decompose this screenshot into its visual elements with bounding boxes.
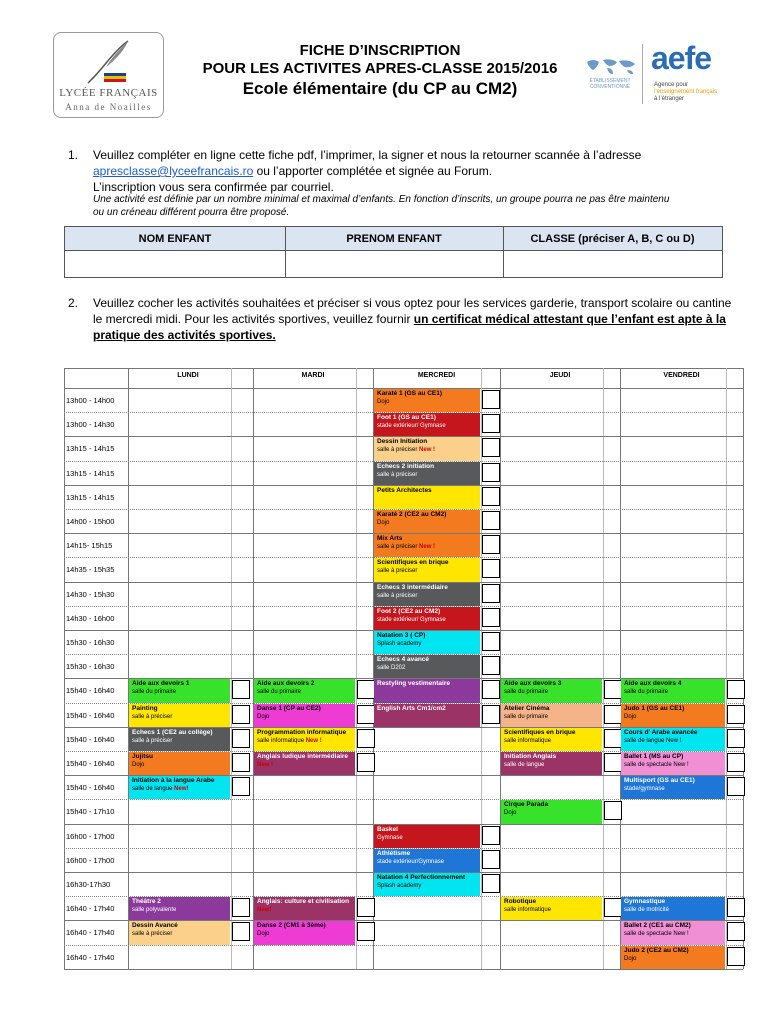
activity-cell xyxy=(254,921,355,944)
activity-checkbox[interactable] xyxy=(357,729,375,748)
header-classe: CLASSE (préciser A, B, C ou D) xyxy=(503,227,722,251)
time-slot: 15h40 - 16h40 xyxy=(66,710,115,720)
logo-name: LYCÉE FRANÇAIS xyxy=(59,87,158,99)
activity-cell xyxy=(501,704,602,727)
activity-schedule xyxy=(64,368,743,968)
activity-location: salle du primaire xyxy=(504,713,549,720)
activity-checkbox[interactable] xyxy=(482,632,500,651)
activity-location: salle du primaire xyxy=(132,689,177,696)
activity-name: Baskel xyxy=(377,825,398,833)
school-logo xyxy=(53,32,164,118)
activity-cell xyxy=(374,558,480,581)
activity-name: Scientifiques en brique xyxy=(504,728,576,736)
activity-name: Painting xyxy=(132,704,158,712)
time-slot: 16h30-17h30 xyxy=(66,880,111,889)
activity-cell xyxy=(374,413,480,436)
activity-cell xyxy=(129,728,230,751)
activity-location: Gymnase xyxy=(377,834,403,841)
activity-cell xyxy=(374,389,480,412)
schedule-column-divider xyxy=(64,368,65,969)
activity-name: Judo 2 (CE2 au CM2) xyxy=(624,946,689,954)
student-info-table xyxy=(64,226,723,278)
activity-name: Aide aux devoirs 2 xyxy=(257,680,315,688)
activity-name: Foot 2 (CE2 au CM2) xyxy=(377,607,441,615)
activity-cell xyxy=(129,776,230,799)
activity-location: salle de langue New ! xyxy=(624,737,682,744)
time-slot: 15h40 - 16h40 xyxy=(66,686,115,696)
logo-subtitle: Anna de Noailles xyxy=(65,102,152,112)
activity-location xyxy=(257,906,352,914)
activity-cell xyxy=(374,679,480,702)
day-header-mercredi: MERCREDI xyxy=(417,372,456,379)
activity-cell xyxy=(374,607,480,630)
header-nom: NOM ENFANT xyxy=(65,227,285,251)
time-slot: 13h00 - 14h30 xyxy=(66,420,115,430)
activity-cell xyxy=(374,825,480,848)
time-slot: 14h00 - 15h00 xyxy=(66,517,115,526)
activity-checkbox[interactable] xyxy=(727,947,745,966)
activity-location: salle à préciser xyxy=(377,568,418,575)
step2-line3: pratique des activités sportives. xyxy=(93,328,276,342)
activity-cell xyxy=(374,873,480,896)
activity-name: Gymnastique xyxy=(624,898,666,906)
activity-name: Danse 1 (CP au CE2) xyxy=(257,704,321,712)
activity-checkbox[interactable] xyxy=(232,680,250,699)
day-header-jeudi: JEUDI xyxy=(549,372,571,379)
activity-checkbox[interactable] xyxy=(604,801,622,820)
activity-name: Initiation Anglais xyxy=(504,753,557,760)
time-slot: 13h15 - 14h15 xyxy=(66,492,115,502)
activity-cell xyxy=(254,679,355,702)
activity-cell xyxy=(129,679,230,702)
activity-location: salle à préciser xyxy=(132,713,173,720)
activity-cell xyxy=(254,704,355,727)
activity-location: salle à préciser New ! xyxy=(377,544,436,551)
activity-location: salle à préciser xyxy=(132,931,173,938)
activity-name: Théâtre 2 xyxy=(132,898,161,906)
activity-checkbox[interactable] xyxy=(604,680,622,699)
activity-checkbox[interactable] xyxy=(232,898,250,917)
activity-location: stade extérieur/ Gymnase xyxy=(377,423,446,430)
activity-location: salle de langue xyxy=(504,762,545,768)
activity-name: Anglais: culture et civilisation xyxy=(257,898,350,906)
activity-cell xyxy=(374,437,480,460)
checkbox-column-divider xyxy=(726,368,727,969)
activity-checkbox[interactable] xyxy=(482,850,500,869)
activity-checkbox[interactable] xyxy=(727,898,745,917)
new-badge: New ! xyxy=(304,737,322,744)
activity-checkbox[interactable] xyxy=(482,680,500,699)
time-slot: 16h00 - 17h00 xyxy=(66,855,115,865)
activity-cell xyxy=(621,897,725,920)
new-badge: New ! xyxy=(417,544,436,551)
activity-name: English Arts Cm1/cm2 xyxy=(377,704,446,712)
time-slot: 13h15 - 14h15 xyxy=(66,468,115,478)
activity-checkbox[interactable] xyxy=(727,777,745,796)
activity-cell xyxy=(621,679,725,702)
activity-location: salle de motricité xyxy=(624,907,670,914)
activity-cell xyxy=(374,510,480,533)
step1-line2: apresclasse@lyceefrancais.ro ou l’apporter complétée et signée au Forum. xyxy=(93,164,493,178)
time-slot: 15h40 - 16h40 xyxy=(66,759,115,768)
activity-checkbox[interactable] xyxy=(482,535,500,554)
activity-cell xyxy=(374,462,480,485)
time-slot: 15h40 - 17h10 xyxy=(66,807,115,817)
activity-cell xyxy=(254,752,355,775)
checkbox-column-divider xyxy=(231,368,232,969)
step1-line3: L’inscription vous sera confirmée par courriel. xyxy=(93,180,334,194)
schedule-top-border xyxy=(64,368,743,369)
activity-cell xyxy=(374,655,480,678)
activity-location xyxy=(257,761,352,769)
activity-location: Dojo xyxy=(257,931,270,938)
activity-location: salle de spectacle New ! xyxy=(624,762,689,768)
activity-name: Atelier Cinéma xyxy=(504,704,550,712)
step2-line2: le mercredi midi. Pour les activités sportives, veuillez fournir un certificat médical attestant que l’enfant est apte à la xyxy=(93,312,726,326)
activity-name: Echecs 3 intermédiaire xyxy=(377,583,448,591)
classe-field[interactable] xyxy=(504,252,721,276)
activity-cell xyxy=(254,728,355,751)
activity-location: salle informatique New ! xyxy=(257,737,322,744)
activity-location: Dojo xyxy=(377,520,390,526)
step2-number: 2. xyxy=(68,296,79,310)
activity-cell xyxy=(501,897,602,920)
quill-icon xyxy=(84,37,134,85)
activity-name: Jujitsu xyxy=(132,753,153,760)
activity-name: Athlétisme xyxy=(377,849,411,857)
activity-cell xyxy=(374,704,480,727)
activity-name: Restyling vestimentaire xyxy=(377,680,450,688)
activity-checkbox[interactable] xyxy=(357,705,375,724)
activity-cell xyxy=(621,704,725,727)
prenom-field[interactable] xyxy=(286,252,502,276)
activity-checkbox[interactable] xyxy=(357,753,375,772)
aefe-divider xyxy=(642,44,643,104)
activity-checkbox[interactable] xyxy=(482,608,500,627)
activity-cell xyxy=(501,679,602,702)
activity-location: salle du primaire xyxy=(257,689,302,696)
activity-checkbox[interactable] xyxy=(482,559,500,578)
activity-checkbox[interactable] xyxy=(604,753,622,772)
aefe-label: ÉTABLISSEMENT CONVENTIONNÉ xyxy=(589,78,631,90)
activity-name: Echecs 4 avancé xyxy=(377,656,430,664)
activity-cell xyxy=(621,728,725,751)
step1-note2: ou un créneau différent pourra être proposé. xyxy=(93,207,290,218)
day-header-mardi: MARDI xyxy=(301,372,325,379)
activity-location: Dojo xyxy=(624,713,637,720)
day-header-vendredi: VENDREDI xyxy=(663,372,700,379)
schedule-column-divider xyxy=(620,368,621,969)
activity-name: Echecs 1 (CE2 au collège) xyxy=(132,728,213,736)
time-slot: 16h40 - 17h40 xyxy=(66,928,115,938)
activity-name: Ballet 1 (MS au CP) xyxy=(624,753,684,760)
activity-location: Splash academy xyxy=(377,641,422,647)
activity-location: Dojo xyxy=(257,713,270,720)
activity-checkbox[interactable] xyxy=(727,680,745,699)
activity-location: stade/gymnase xyxy=(624,786,665,793)
schedule-column-divider xyxy=(128,368,129,969)
activity-location: Splash academy xyxy=(377,883,422,889)
form-level: Ecole élémentaire (du CP au CM2) xyxy=(242,79,518,98)
time-slot: 14h35 - 15h35 xyxy=(66,565,115,575)
row-divider xyxy=(64,799,743,800)
activity-name: Cours d’ Arabe avancée xyxy=(624,728,698,736)
activity-cell xyxy=(501,752,602,775)
activity-checkbox[interactable] xyxy=(232,922,250,941)
form-subtitle: POUR LES ACTIVITES APRES-CLASSE 2015/2016 xyxy=(202,60,558,77)
step2-line1: Veuillez cocher les activités souhaitées et préciser si vous optez pour les services garderie, transport scolaire ou cantine xyxy=(93,296,732,310)
header-prenom: PRENOM ENFANT xyxy=(285,227,503,251)
activity-checkbox[interactable] xyxy=(482,463,500,482)
activity-name: Natation 3 ( CP) xyxy=(377,632,426,639)
checkbox-column-divider xyxy=(356,368,357,969)
activity-location: salle à préciser xyxy=(377,471,418,478)
activity-name: Aide aux devoirs 3 xyxy=(504,680,562,688)
activity-cell xyxy=(621,752,725,775)
activity-cell xyxy=(374,583,480,606)
activity-checkbox[interactable] xyxy=(357,922,375,941)
step1-note1: Une activité est définie par un nombre minimal et maximal d’enfants. En fonction d’inscrits, un groupe pourra ne pas être maintenu xyxy=(93,194,670,205)
schedule-column-divider xyxy=(253,368,254,969)
activity-name: Programmation informatique xyxy=(257,728,347,736)
activity-cell xyxy=(129,704,230,727)
activity-location: salle à préciser xyxy=(377,592,418,599)
time-slot: 16h40 - 17h40 xyxy=(66,952,115,962)
schedule-bottom-border xyxy=(64,969,743,970)
activity-checkbox[interactable] xyxy=(482,656,500,675)
activity-cell xyxy=(374,631,480,654)
activity-cell xyxy=(374,486,480,509)
activity-checkbox[interactable] xyxy=(232,729,250,748)
activity-location: salle de spectacle New ! xyxy=(624,931,689,938)
activity-location: salle de langue New! xyxy=(132,786,189,793)
activity-name: Aide aux devoirs 1 xyxy=(132,680,190,688)
activity-location: Dojo xyxy=(132,762,145,768)
email-link[interactable]: apresclasse@lyceefrancais.ro xyxy=(93,164,254,178)
activity-cell xyxy=(129,921,230,944)
activity-name: Dessin Initiation xyxy=(377,438,428,446)
activity-checkbox[interactable] xyxy=(727,729,745,748)
nom-field[interactable] xyxy=(66,252,284,276)
time-slot: 14h15- 15h15 xyxy=(66,541,113,551)
activity-checkbox[interactable] xyxy=(482,438,500,457)
activity-checkbox[interactable] xyxy=(604,705,622,724)
checkbox-column-divider xyxy=(603,368,604,969)
form-title: FICHE D’INSCRIPTION xyxy=(299,42,461,59)
activity-name: Judo 1 (GS au CE1) xyxy=(624,704,685,712)
schedule-column-divider xyxy=(500,368,501,969)
time-slot: 15h30 - 16h30 xyxy=(66,662,115,672)
activity-name: Foot 1 (GS au CE1) xyxy=(377,414,436,422)
activity-name: Anglais ludique intermédiaire xyxy=(257,753,349,760)
activity-cell xyxy=(621,776,725,799)
activity-checkbox[interactable] xyxy=(232,753,250,772)
activity-checkbox[interactable] xyxy=(482,826,500,845)
activity-location: Dojo xyxy=(624,955,637,962)
activity-checkbox[interactable] xyxy=(482,584,500,603)
world-map-icon xyxy=(583,58,637,76)
activity-location: Dojo xyxy=(504,810,517,817)
activity-name: Multisport (GS au CE1) xyxy=(624,777,695,785)
activity-checkbox[interactable] xyxy=(232,777,250,796)
new-badge: New ! xyxy=(417,447,436,454)
activity-name: Initiation à la langue Arabe xyxy=(132,777,215,785)
activity-location: stade extérieur/Gymnase xyxy=(377,858,445,865)
activity-name: Robotique xyxy=(504,898,537,906)
activity-name: Mix Arts xyxy=(377,535,403,543)
activity-location: salle polyvalente xyxy=(132,907,177,914)
activity-checkbox[interactable] xyxy=(604,898,622,917)
activity-cell xyxy=(501,800,602,823)
activity-cell xyxy=(374,849,480,872)
step1-number: 1. xyxy=(68,148,79,162)
activity-checkbox[interactable] xyxy=(727,705,745,724)
activity-location: salle à préciser New ! xyxy=(377,447,436,454)
activity-name: Danse 2 (CM1 à 3ème) xyxy=(257,922,326,930)
activity-location: salle informatique xyxy=(504,907,552,914)
activity-checkbox[interactable] xyxy=(482,390,500,409)
activity-checkbox[interactable] xyxy=(604,729,622,748)
activity-name: Scientifiques en brique xyxy=(377,559,449,567)
activity-name: Ballet 2 (CE1 au CM2) xyxy=(624,922,691,930)
activity-location: salle à préciser xyxy=(132,737,173,744)
time-slot: 16h40 - 17h40 xyxy=(66,904,115,914)
activity-cell xyxy=(374,534,480,557)
activity-cell xyxy=(621,921,725,944)
activity-checkbox[interactable] xyxy=(482,705,500,724)
activity-checkbox[interactable] xyxy=(482,874,500,893)
time-slot: 15h30 - 16h30 xyxy=(66,638,115,647)
new-badge: New ! xyxy=(257,762,274,768)
schedule-column-divider xyxy=(743,368,744,969)
activity-location: salle du primaire xyxy=(504,689,549,696)
new-badge: New! xyxy=(257,907,272,914)
activity-checkbox[interactable] xyxy=(357,680,375,699)
day-header-lundi: LUNDI xyxy=(177,372,199,379)
step1-line1: Veuillez compléter en ligne cette fiche pdf, l’imprimer, la signer et nous la retourner scannée à l’adresse xyxy=(93,148,642,162)
activity-name: Karaté 2 (CE2 au CM2) xyxy=(377,511,447,518)
activity-checkbox[interactable] xyxy=(482,414,500,433)
activity-cell xyxy=(254,897,355,920)
time-slot: 13h00 - 14h00 xyxy=(66,396,115,405)
activity-location: Dojo xyxy=(377,399,390,405)
activity-cell xyxy=(129,897,230,920)
time-slot: 14h30 - 15h30 xyxy=(66,589,115,599)
activity-location: salle informatique xyxy=(504,737,552,744)
activity-checkbox[interactable] xyxy=(727,922,745,941)
activity-name: Karaté 1 (GS au CE1) xyxy=(377,390,443,397)
activity-checkbox[interactable] xyxy=(482,487,500,506)
activity-location: salle D202 xyxy=(377,665,406,672)
aefe-agency: Agence pour l’enseignement français à l’étranger xyxy=(654,82,718,102)
activity-name: Dessin Avancé xyxy=(132,922,178,930)
new-badge: New! xyxy=(172,786,189,793)
activity-checkbox[interactable] xyxy=(727,753,745,772)
activity-location: salle du primaire xyxy=(624,689,669,696)
activity-cell xyxy=(621,946,725,969)
activity-name: Echecs 2 initiation xyxy=(377,462,435,470)
time-slot: 16h00 - 17h00 xyxy=(66,831,115,841)
activity-checkbox[interactable] xyxy=(232,705,250,724)
activity-cell xyxy=(501,728,602,751)
time-slot: 14h30 - 16h00 xyxy=(66,613,115,623)
activity-name: Petits Architectes xyxy=(377,486,432,494)
activity-name: Natation 4 Perfectionnement xyxy=(377,874,466,881)
activity-checkbox[interactable] xyxy=(357,898,375,917)
activity-name: Aide aux devoirs 4 xyxy=(624,680,682,688)
time-slot: 13h15 - 14h15 xyxy=(66,444,115,454)
time-slot: 15h40 - 16h40 xyxy=(66,734,115,744)
activity-cell xyxy=(129,752,230,775)
aefe-logo-text: aefe xyxy=(651,40,712,76)
activity-location: stade extérieur/ Gymnase xyxy=(377,616,446,623)
activity-checkbox[interactable] xyxy=(482,511,500,530)
activity-name: Cirque Parada xyxy=(504,801,549,809)
time-slot: 15h40 - 16h40 xyxy=(66,783,115,793)
